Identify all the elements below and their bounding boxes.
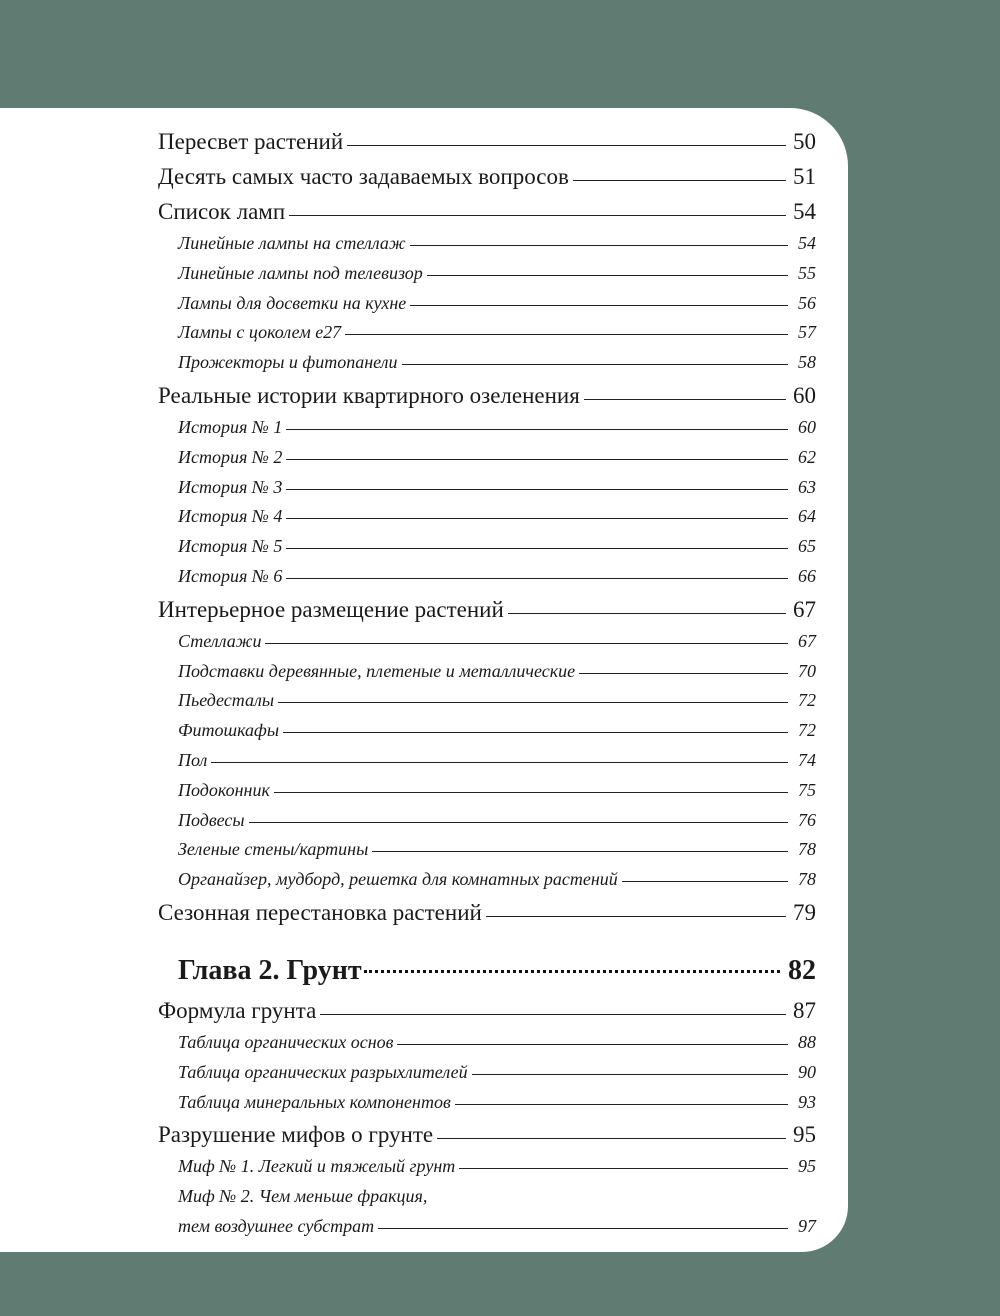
toc-page-number: 50: [793, 129, 816, 154]
toc-subentry-title: Подставки деревянные, плетеные и металлические: [178, 660, 576, 681]
toc-page-number: 72: [798, 690, 816, 711]
toc-leader: [286, 429, 788, 430]
toc-entry-title: Десять самых часто задаваемых вопросов: [158, 164, 569, 189]
toc-page-number: 51: [793, 164, 816, 189]
toc-page-number: 57: [798, 322, 816, 343]
toc-subentry-title: Подоконник: [178, 779, 270, 800]
toc-subentry-title: Органайзер, мудборд, решетка для комнатных растений: [178, 869, 618, 890]
toc-page-number: 67: [793, 596, 816, 622]
toc-subentry[interactable]: [158, 413, 816, 443]
toc-subentry[interactable]: [158, 806, 816, 836]
toc-leader: [274, 792, 788, 793]
toc-leader: [211, 762, 788, 763]
toc-subentry-title: тем воздушнее субстрат: [178, 1215, 375, 1236]
toc-leader: [508, 613, 786, 614]
toc-page-number: 75: [798, 779, 816, 800]
toc-entry-title: Формула грунта: [158, 997, 317, 1023]
toc-leader: [278, 702, 788, 703]
toc-leader: [455, 1104, 788, 1105]
toc-subentry-title: История № 3: [178, 476, 283, 497]
toc-page-number: 76: [798, 809, 816, 830]
toc-leader: [286, 489, 788, 490]
toc-leader: [289, 215, 786, 216]
toc-page-number: 90: [798, 1061, 816, 1082]
toc-subentry-title: Фитошкафы: [178, 720, 280, 741]
toc-entry-title: Интерьерное размещение растений: [158, 596, 504, 622]
toc-entry-title: Список ламп: [158, 199, 286, 224]
toc-subentry[interactable]: [158, 348, 816, 378]
toc-subentry-title: История № 5: [178, 536, 283, 557]
toc-entry[interactable]: [158, 124, 816, 159]
toc-leader: [579, 673, 788, 674]
toc-subentry[interactable]: [158, 1088, 816, 1118]
table-of-contents: [158, 124, 816, 1242]
toc-entry[interactable]: [158, 378, 816, 413]
chapter-title: Глава 2. Грунт: [178, 954, 362, 986]
toc-leader: [249, 822, 788, 823]
toc-leader: [265, 643, 788, 644]
toc-page-number: 60: [798, 416, 816, 437]
toc-page-number: 64: [798, 506, 816, 527]
toc-leader: [459, 1168, 788, 1169]
toc-entry[interactable]: [158, 993, 816, 1028]
toc-leader: [410, 245, 788, 246]
toc-subentry[interactable]: [158, 1028, 816, 1058]
toc-subentry-title: Пол: [178, 749, 208, 770]
toc-page-number: 74: [798, 749, 816, 770]
toc-subentry[interactable]: [158, 835, 816, 865]
toc-subentry[interactable]: [158, 318, 816, 348]
toc-page-number: 56: [798, 292, 816, 313]
toc-leader: [427, 275, 788, 276]
toc-leader: [573, 180, 786, 181]
toc-leader: [347, 145, 786, 146]
toc-subentry-title: Таблица минеральных компонентов: [178, 1091, 451, 1112]
toc-entry[interactable]: [158, 194, 816, 229]
toc-subentry[interactable]: [158, 1212, 816, 1242]
toc-subentry[interactable]: [158, 865, 816, 895]
toc-page-number: 82: [788, 954, 816, 986]
toc-page-number: 72: [798, 720, 816, 741]
toc-subentry-title: Лампы с цоколем е27: [178, 322, 342, 343]
toc-entry-title: Пересвет растений: [158, 129, 344, 154]
toc-page-number: 66: [798, 565, 816, 586]
toc-subentry[interactable]: [158, 657, 816, 687]
toc-subentry[interactable]: [158, 502, 816, 532]
toc-leader: [486, 916, 786, 917]
toc-leader: [372, 851, 788, 852]
toc-subentry-title: История № 1: [178, 416, 283, 437]
toc-entry[interactable]: [158, 895, 816, 930]
toc-entry[interactable]: [158, 159, 816, 194]
toc-page-number: 62: [798, 446, 816, 467]
toc-leader: [286, 518, 788, 519]
toc-subentry[interactable]: [158, 259, 816, 289]
toc-subentry-first-line: Миф № 2. Чем меньше фракция,: [178, 1186, 428, 1207]
toc-subentry-title: История № 4: [178, 506, 283, 527]
toc-page-number: 88: [798, 1031, 816, 1052]
toc-leader: [584, 399, 786, 400]
toc-subentry[interactable]: [158, 532, 816, 562]
toc-subentry-title: Таблица органических основ: [178, 1031, 394, 1052]
toc-leader: [378, 1228, 788, 1229]
toc-leader: [437, 1138, 786, 1139]
toc-entry[interactable]: [158, 592, 816, 627]
toc-subentry[interactable]: [158, 1152, 816, 1182]
toc-leader: [286, 548, 788, 549]
toc-dotted-leader: [364, 970, 780, 973]
toc-subentry[interactable]: [158, 776, 816, 806]
toc-entry-title: Реальные истории квартирного озеленения: [158, 382, 580, 408]
toc-subentry[interactable]: [158, 716, 816, 746]
toc-entry[interactable]: [158, 1117, 816, 1152]
toc-subentry-title: Прожекторы и фитопанели: [178, 352, 398, 373]
toc-subentry[interactable]: [158, 746, 816, 776]
toc-leader: [472, 1074, 788, 1075]
toc-subentry-title: Зеленые стены/картины: [178, 839, 369, 860]
toc-chapter-entry[interactable]: [158, 951, 816, 991]
toc-leader: [397, 1044, 788, 1045]
toc-subentry-title: Таблица органических разрыхлителей: [178, 1061, 468, 1082]
toc-page-number: 79: [793, 899, 816, 925]
toc-entry-title: Сезонная перестановка растений: [158, 899, 482, 925]
toc-subentry[interactable]: [158, 289, 816, 319]
toc-subentry[interactable]: [158, 1058, 816, 1088]
toc-leader: [283, 732, 788, 733]
toc-subentry-title: Лампы для досветки на кухне: [178, 292, 407, 313]
toc-page-number: 95: [793, 1122, 816, 1148]
toc-subentry[interactable]: [158, 627, 816, 657]
toc-page-number: 55: [798, 262, 816, 283]
toc-subentry[interactable]: [158, 229, 816, 259]
toc-page-number: 65: [798, 536, 816, 557]
toc-subentry-title: История № 6: [178, 565, 283, 586]
toc-leader: [320, 1014, 786, 1015]
toc-page-number: 54: [793, 199, 816, 224]
toc-leader: [345, 334, 788, 335]
toc-page-number: 78: [798, 839, 816, 860]
toc-page-number: 97: [798, 1215, 816, 1236]
toc-subentry[interactable]: [158, 686, 816, 716]
toc-page-number: 78: [798, 869, 816, 890]
toc-subentry-title: Стеллажи: [178, 630, 262, 651]
toc-subentry[interactable]: [158, 443, 816, 473]
toc-page-number: 58: [798, 352, 816, 373]
toc-page-number: 87: [793, 997, 816, 1023]
toc-page-number: 70: [798, 660, 816, 681]
toc-leader: [286, 578, 788, 579]
toc-entry-title: Разрушение мифов о грунте: [158, 1122, 434, 1148]
toc-subentry[interactable]: [158, 473, 816, 503]
toc-page-number: 63: [798, 476, 816, 497]
toc-leader: [622, 881, 788, 882]
toc-page-number: 93: [798, 1091, 816, 1112]
toc-subentry[interactable]: [158, 562, 816, 592]
toc-page-number: 54: [798, 233, 816, 253]
toc-subentry-title: Линейные лампы на стеллаж: [178, 233, 406, 253]
toc-page-number: 67: [798, 630, 816, 651]
toc-subentry-title: Пьедесталы: [178, 690, 275, 711]
toc-page-number: 60: [793, 382, 816, 408]
toc-subentry-title: Подвесы: [178, 809, 245, 830]
toc-subentry-title: Миф № 1. Легкий и тяжелый грунт: [178, 1156, 456, 1177]
toc-page-number: 95: [798, 1156, 816, 1177]
toc-leader: [410, 305, 788, 306]
toc-subentry-title: Линейные лампы под телевизор: [178, 262, 423, 283]
toc-subentry-title: История № 2: [178, 446, 283, 467]
toc-leader: [402, 364, 788, 365]
toc-leader: [286, 459, 788, 460]
